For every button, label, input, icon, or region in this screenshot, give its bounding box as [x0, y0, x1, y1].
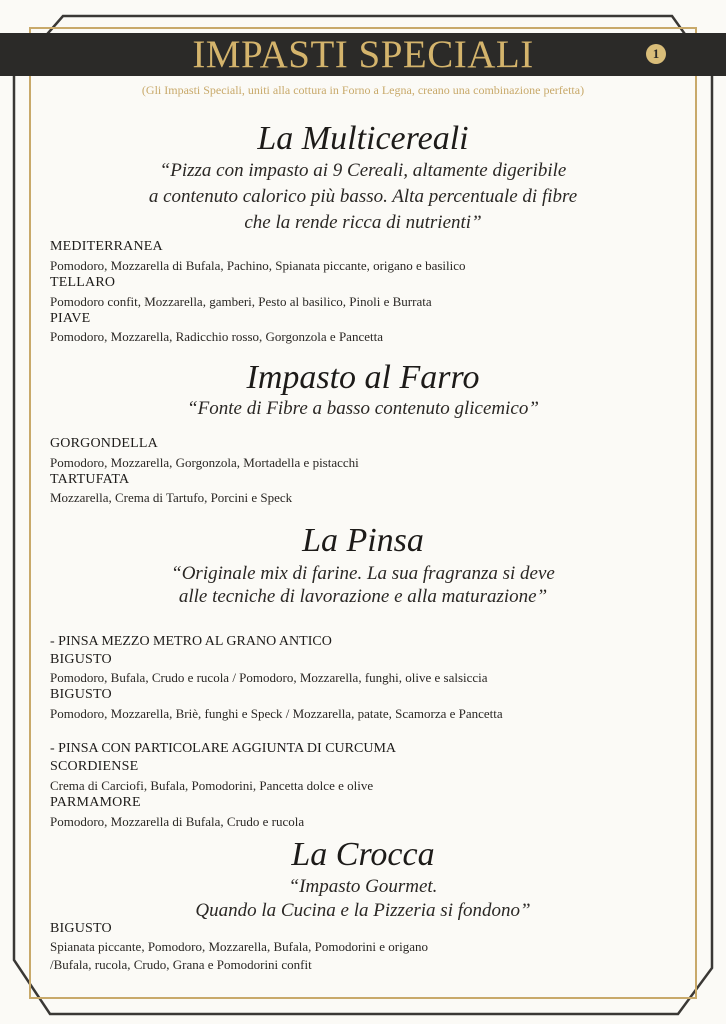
section-quote-line: “Pizza con impasto ai 9 Cereali, altamente digeribile	[159, 160, 567, 181]
menu-item-name: PIAVE	[50, 311, 91, 326]
menu-item-name: SCORDIENSE	[50, 759, 139, 774]
menu-group-label: - PINSA CON PARTICOLARE AGGIUNTA DI CURCUMA	[50, 741, 397, 756]
menu-item-description: Pomodoro, Mozzarella, Gorgonzola, Mortadella e pistacchi	[50, 455, 359, 470]
section-title-farro: Impasto al Farro	[246, 359, 480, 396]
menu-item-description: Pomodoro, Mozzarella di Bufala, Crudo e rucola	[50, 814, 305, 829]
menu-item-name: TELLARO	[50, 275, 116, 290]
menu-item-description: Crema di Carciofi, Bufala, Pomodorini, Pancetta dolce e olive	[50, 778, 374, 793]
section-quote-line: “Originale mix di farine. La sua fragranza si deve	[171, 563, 555, 584]
menu-item-description: Pomodoro confit, Mozzarella, gamberi, Pesto al basilico, Pinoli e Burrata	[50, 294, 432, 309]
menu-item-name: GORGONDELLA	[50, 436, 158, 451]
menu-item-description: Pomodoro, Bufala, Crudo e rucola / Pomodoro, Mozzarella, funghi, olive e salsiccia	[50, 670, 488, 685]
menu-item-name: PARMAMORE	[50, 795, 141, 810]
section-quote-line: “Fonte di Fibre a basso contenuto glicemico”	[187, 398, 539, 419]
section-quote-line: che la rende ricca di nutrienti”	[244, 212, 482, 233]
section-title-pinsa: La Pinsa	[302, 522, 424, 559]
menu-item-name: TARTUFATA	[50, 472, 130, 487]
section-quote-line: “Impasto Gourmet.	[288, 876, 438, 897]
page-title: IMPASTI SPECIALI	[192, 33, 534, 76]
menu-item-description: /Bufala, rucola, Crudo, Grana e Pomodorini confit	[50, 957, 312, 972]
section-title-multicereali: La Multicereali	[257, 120, 469, 157]
page-subtitle: (Gli Impasti Speciali, uniti alla cottura in Forno a Legna, creano una combinazione perfetta)	[141, 83, 585, 97]
page-number-badge: 1	[646, 44, 666, 64]
menu-item-description: Pomodoro, Mozzarella, Briè, funghi e Speck / Mozzarella, patate, Scamorza e Pancetta	[50, 706, 503, 721]
menu-item-description: Spianata piccante, Pomodoro, Mozzarella, Bufala, Pomodorini e origano	[50, 939, 428, 954]
menu-item-name: BIGUSTO	[50, 652, 112, 667]
section-quote-line: alle tecniche di lavorazione e alla maturazione”	[178, 586, 548, 607]
menu-item-name: BIGUSTO	[50, 921, 112, 936]
menu-item-name: BIGUSTO	[50, 687, 112, 702]
section-quote-line: Quando la Cucina e la Pizzeria si fondono”	[195, 900, 531, 921]
menu-item-description: Pomodoro, Mozzarella, Radicchio rosso, Gorgonzola e Pancetta	[50, 329, 383, 344]
menu-group-label: - PINSA MEZZO METRO AL GRANO ANTICO	[50, 634, 332, 649]
menu-item-description: Mozzarella, Crema di Tartufo, Porcini e Speck	[50, 490, 293, 505]
menu-item-description: Pomodoro, Mozzarella di Bufala, Pachino, Spianata piccante, origano e basilico	[50, 258, 466, 273]
section-quote-line: a contenuto calorico più basso. Alta percentuale di fibre	[148, 186, 578, 207]
section-title-crocca: La Crocca	[291, 836, 435, 873]
menu-item-name: MEDITERRANEA	[50, 239, 163, 254]
